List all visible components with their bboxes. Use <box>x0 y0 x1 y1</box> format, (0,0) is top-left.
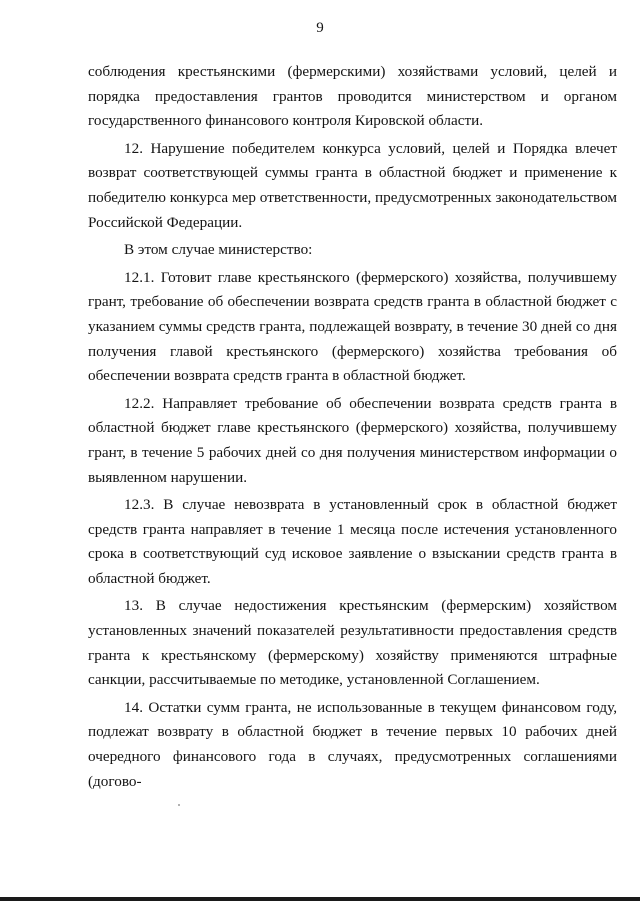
paragraph-12: 12. Нарушение победителем конкурса условий, целей и Порядка влечет возврат соответствующей суммы гранта в областной бюджет и применение к победителю конкурса мер ответственности, предусмотренных законодательством Российской Федерации. <box>88 139 617 231</box>
paragraph-12-2: 12.2. Направляет требование об обеспечении возврата средств гранта в областной бюджет главе крестьянского (фермерского) хозяйства, получившему грант, в течение 5 рабочих дней со дня получения министерством информации о выявленном нарушении. <box>88 394 617 486</box>
scan-speck <box>178 804 180 806</box>
body-text <box>88 60 617 794</box>
paragraph-12-3: 12.3. В случае невозврата в установленный срок в областной бюджет средств гранта направляет в течение 1 месяца после истечения установленного срока в соответствующий суд исковое заявление о взыскании средств гранта в областной бюджет. <box>88 496 617 587</box>
paragraph-12-1: 12.1. Готовит главе крестьянского (фермерского) хозяйства, получившему грант, требование об обеспечении возврата средств гранта в областной бюджет с указанием суммы средств гранта, подлежащей возврату, в течение 30 дней со дня получения главой крестьянского (фермерского) хозяйства требования об обеспечении возврата средств гранта в областной бюджет. <box>88 268 617 385</box>
paragraph-13: 13. В случае недостижения крестьянским (фермерским) хозяйством установленных значений показателей результативности предоставления средств гранта к крестьянскому (фермерскому) хозяйству применяются штрафные санкции, рассчитываемые по методике, установленной Соглашением. <box>88 597 617 689</box>
paragraph-14: 14. Остатки сумм гранта, не использованные в текущем финансовом году, подлежат возврату в областной бюджет в течение первых 10 рабочих дней очередного финансового года в случаях, предусмотренных соглашениями (догово- <box>88 698 617 790</box>
page-number: 9 <box>316 20 324 36</box>
paragraph-continuation: соблюдения крестьянскими (фермерскими) хозяйствами условий, целей и порядка предоставления грантов проводится министерством и органом государственного финансового контроля Кировской области. <box>88 63 617 130</box>
paragraph-ministry-intro: В этом случае министерство: <box>124 241 313 259</box>
scan-bottom-edge <box>0 897 640 901</box>
